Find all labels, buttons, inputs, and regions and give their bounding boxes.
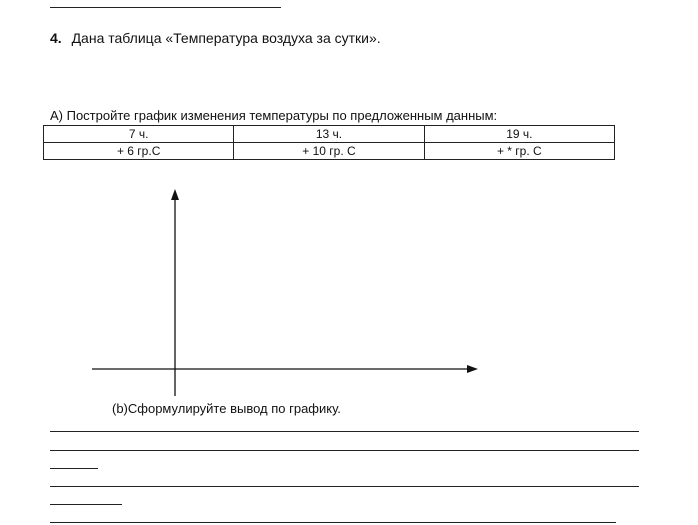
time-cell: 19 ч.	[424, 126, 614, 143]
time-cell: 7 ч.	[44, 126, 234, 143]
part-b-instruction: (b)Сформулируйте вывод по графику.	[112, 401, 341, 416]
answer-line	[50, 486, 639, 487]
answer-line	[50, 504, 122, 505]
part-a-instruction: А) Постройте график изменения температуры по предложенным данным:	[50, 108, 498, 123]
answer-line	[50, 450, 639, 451]
y-axis-arrow-icon	[171, 189, 179, 200]
task-title-text: Дана таблица «Температура воздуха за сутки».	[71, 30, 381, 46]
task-number: 4.	[50, 30, 62, 46]
answer-line	[50, 522, 616, 523]
temperature-cell: + * гр. С	[424, 143, 614, 160]
x-axis-arrow-icon	[467, 365, 478, 373]
temperature-cell: + 10 гр. С	[234, 143, 424, 160]
answer-line	[50, 468, 98, 469]
time-cell: 13 ч.	[234, 126, 424, 143]
answer-line	[50, 431, 639, 432]
temperature-cell: + 6 гр.С	[44, 143, 234, 160]
